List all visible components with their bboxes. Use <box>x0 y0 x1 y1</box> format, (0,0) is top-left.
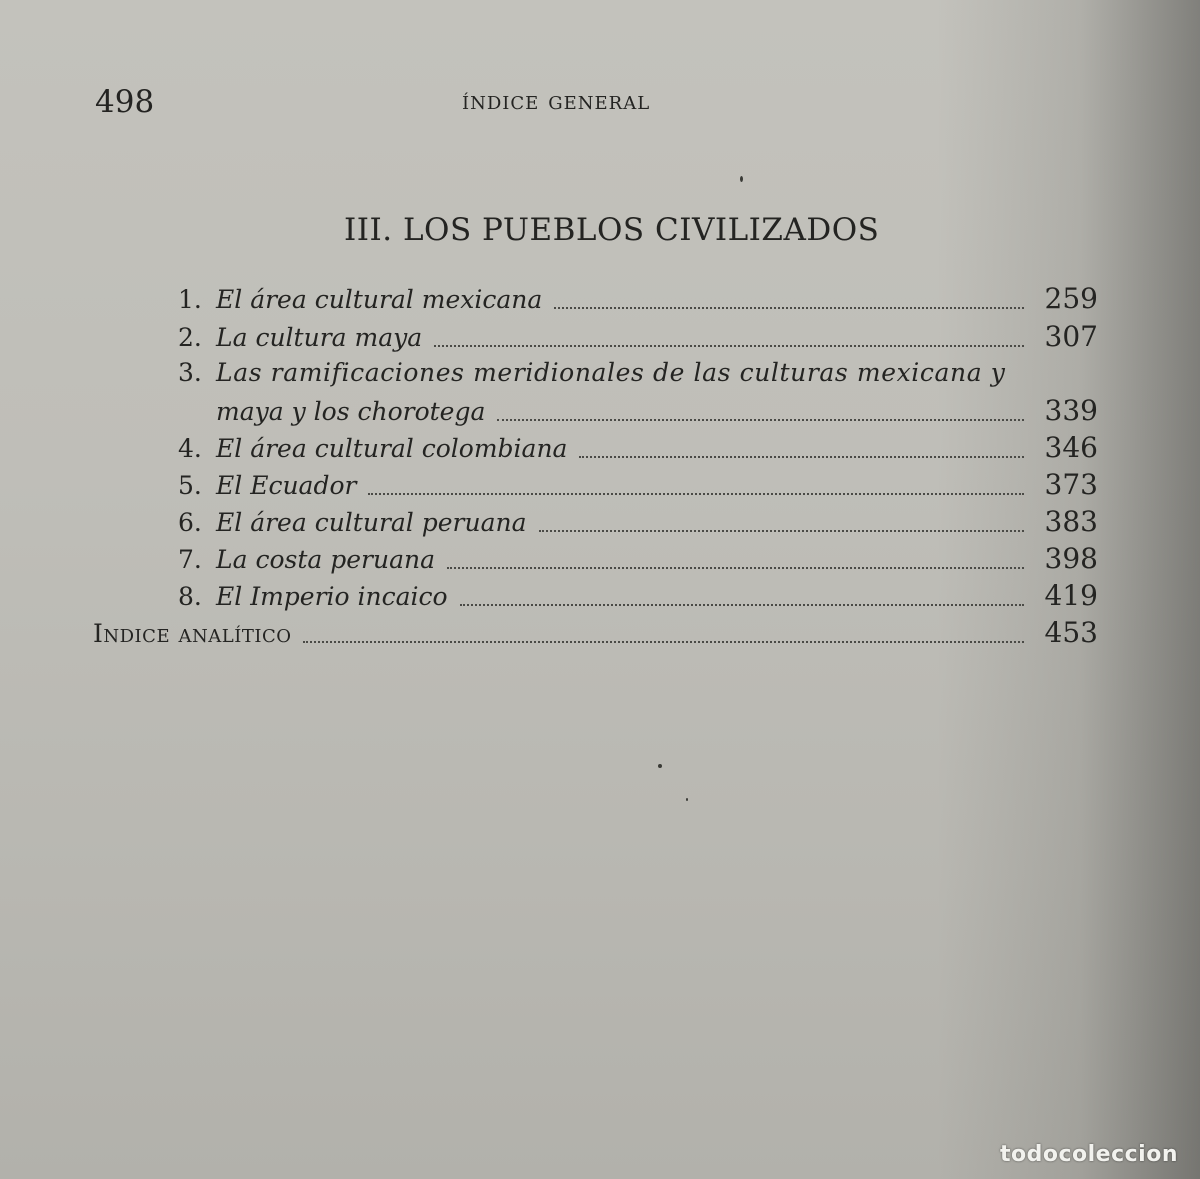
toc-entry-index <box>93 616 1098 652</box>
entry-title: El Ecuador <box>216 471 357 500</box>
entry-page: 419 <box>1044 579 1098 612</box>
page-number: 498 <box>95 84 155 120</box>
entry-title: El área cultural mexicana <box>216 285 543 314</box>
entry-number: 1. <box>178 285 202 314</box>
entry-title: La cultura maya <box>216 323 423 352</box>
paper-speck <box>740 176 743 182</box>
entry-title: La costa peruana <box>216 545 435 574</box>
paper-speck <box>686 798 688 801</box>
entry-number: 7. <box>178 545 202 574</box>
dot-leader <box>368 492 1024 495</box>
toc-entry-2 <box>178 320 1098 356</box>
entry-title: El área cultural peruana <box>216 508 527 537</box>
dot-leader <box>579 455 1024 458</box>
entry-number: 2. <box>178 323 202 352</box>
entry-title: Las ramificaciones meridionales de las culturas mexicana y <box>216 358 1006 387</box>
toc-entry-8 <box>178 579 1098 615</box>
entry-page: 383 <box>1044 505 1098 538</box>
dot-leader <box>434 344 1024 347</box>
toc-entry-3-line2 <box>216 394 1098 430</box>
toc-entry-7 <box>178 542 1098 578</box>
running-head: índice general <box>462 86 651 115</box>
toc-entry-3-line1 <box>178 358 1098 394</box>
section-title: III. LOS PUEBLOS CIVILIZADOS <box>344 212 880 248</box>
entry-title: El Imperio incaico <box>216 582 448 611</box>
entry-page: 373 <box>1044 468 1098 501</box>
dot-leader <box>303 640 1024 643</box>
entry-number: 4. <box>178 434 202 463</box>
entry-title: El área cultural colombiana <box>216 434 568 463</box>
entry-number: 8. <box>178 582 202 611</box>
dot-leader <box>554 306 1024 309</box>
dot-leader <box>539 529 1025 532</box>
toc-entry-6 <box>178 505 1098 541</box>
dot-leader <box>447 566 1024 569</box>
entry-page: 339 <box>1044 394 1098 427</box>
toc-entry-1 <box>178 282 1098 318</box>
dot-leader <box>497 418 1024 421</box>
watermark-logo: todocoleccion <box>999 1142 1178 1167</box>
entry-page: 398 <box>1044 542 1098 575</box>
index-title: Indice analítico <box>93 619 292 648</box>
toc-entry-4 <box>178 431 1098 467</box>
entry-title-continued: maya y los chorotega <box>216 397 486 426</box>
entry-number: 5. <box>178 471 202 500</box>
dot-leader <box>460 603 1024 606</box>
entry-page: 346 <box>1044 431 1098 464</box>
paper-speck <box>658 764 662 768</box>
entry-number: 3. <box>178 358 202 387</box>
entry-page: 259 <box>1044 282 1098 315</box>
index-page: 453 <box>1044 616 1098 649</box>
entry-page: 307 <box>1044 320 1098 353</box>
entry-number: 6. <box>178 508 202 537</box>
toc-entry-5 <box>178 468 1098 504</box>
